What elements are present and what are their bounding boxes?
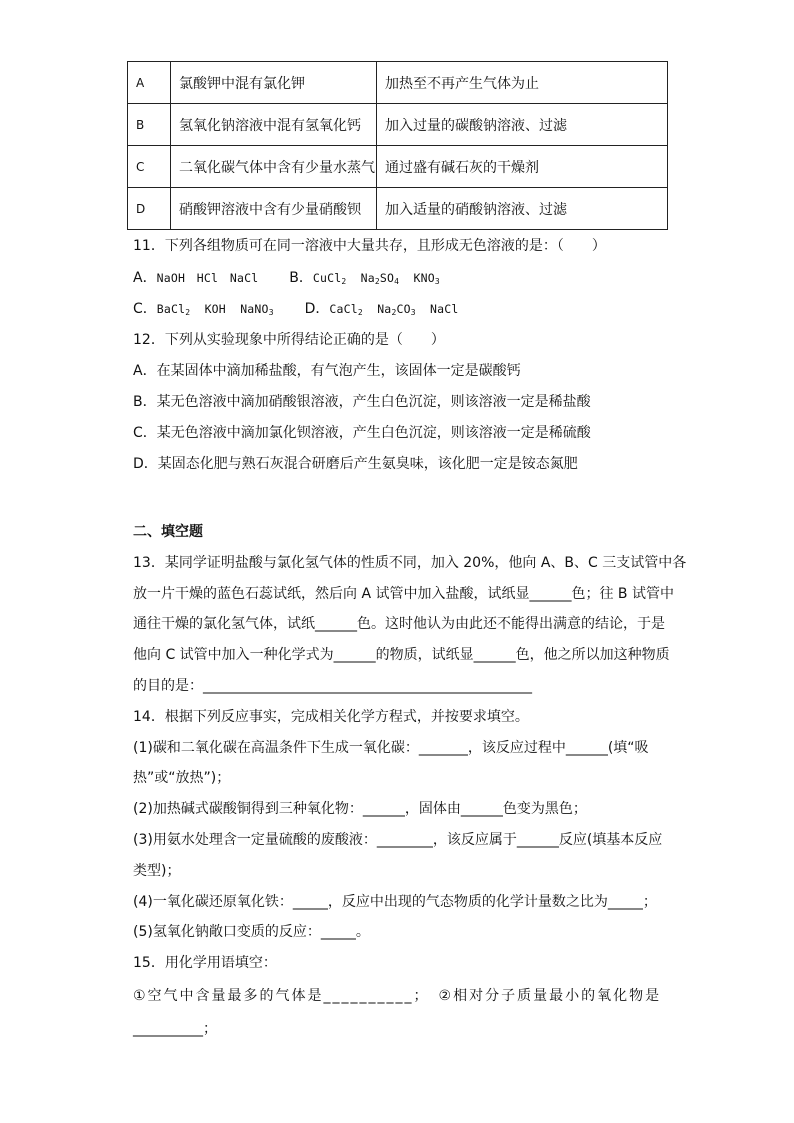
formula-part: NaNO <box>240 302 269 316</box>
formula-part: CaCl <box>329 302 358 316</box>
formula-part: NaCl <box>430 302 459 316</box>
formula-sub: 2 <box>357 308 363 317</box>
q12-option-a: A．在某固体中滴加稀盐酸，有气泡产生，该固体一定是碳酸钙 <box>133 363 521 379</box>
q14-sub-1: (1)碳和二氧化碳在高温条件下生成一氧化碳：_______，该反应过程中______(填“吸 <box>133 740 649 756</box>
q11-stem: 11．下列各组物质可在同一溶液中大量共存，且形成无色溶液的是：（ ） <box>133 238 606 254</box>
formula-part: CuCl <box>312 271 342 285</box>
q13-line: 13．某同学证明盐酸与氯化氢气体的性质不同，加入 20%，他向 A、B、C 三支试管中各 <box>133 555 687 571</box>
formula-sub: 2 <box>341 277 347 286</box>
q12-option-c: C．某无色溶液中滴加氯化钡溶液，产生白色沉淀，则该溶液一定是稀硫酸 <box>133 425 591 441</box>
q12-stem: 12．下列从实验现象中所得结论正确的是（ ） <box>133 332 445 348</box>
formula-sub: 3 <box>434 277 440 286</box>
q11-options-ab <box>133 268 440 292</box>
q13-line: 他向 C 试管中加入一种化学式为______的物质，试纸显______色，他之所以加这种物质 <box>133 647 670 663</box>
formula-sub: 4 <box>394 277 400 286</box>
q15-line: __________； <box>133 1021 217 1037</box>
row-mixture: 氢氧化钠溶液中混有氢氧化钙 <box>171 104 377 146</box>
table-row <box>128 62 668 104</box>
table-row <box>128 104 668 146</box>
row-method: 通过盛有碱石灰的干燥剂 <box>377 146 668 188</box>
options-table <box>127 61 668 230</box>
q12-option-b: B．某无色溶液中滴加硝酸银溶液，产生白色沉淀，则该溶液一定是稀盐酸 <box>133 394 591 410</box>
q11-d-label: D． <box>304 301 330 317</box>
row-mixture: 硝酸钾溶液中含有少量硝酸钡 <box>171 188 377 230</box>
q14-stem: 14．根据下列反应事实，完成相关化学方程式，并按要求填空。 <box>133 709 529 725</box>
q13-line: 放一片干燥的蓝色石蕊试纸，然后向 A 试管中加入盐酸，试纸显______色；往 B 试管中 <box>133 586 674 602</box>
q11-b-formula <box>313 271 440 285</box>
q11-a-text: NaOH HCl NaCl <box>156 271 259 285</box>
q11-a-label: A． <box>133 270 157 286</box>
formula-part: BaCl <box>156 302 186 316</box>
q13-line: 通往干燥的氯化氢气体，试纸______色。这时他认为由此还不能得出满意的结论，于是 <box>133 616 665 632</box>
formula-sub: 2 <box>374 277 380 286</box>
formula-part: Na <box>360 271 375 285</box>
table-row <box>128 146 668 188</box>
q11-options-cd <box>133 299 459 323</box>
row-key: A <box>128 62 171 104</box>
row-key: B <box>128 104 171 146</box>
formula-part: KOH <box>204 302 226 316</box>
row-mixture: 氯酸钾中混有氯化钾 <box>171 62 377 104</box>
row-mixture: 二氧化碳气体中含有少量水蒸气 <box>171 146 377 188</box>
row-key: C <box>128 146 171 188</box>
formula-sub: 3 <box>410 308 416 317</box>
q11-d-formula <box>329 302 458 316</box>
q15-stem: 15．用化学用语填空： <box>133 955 277 971</box>
formula-part: CO <box>396 302 411 316</box>
formula-sub: 2 <box>391 308 397 317</box>
q14-sub-1-cont: 热”或“放热”)； <box>133 770 231 786</box>
row-method: 加入过量的碳酸钠溶液、过滤 <box>377 104 668 146</box>
q14-sub-2: (2)加热碱式碳酸铜得到三种氧化物：______，固体由______色变为黑色； <box>133 801 587 817</box>
q14-sub-3: (3)用氨水处理含一定量硫酸的废酸液：________，该反应属于______反应(填基本反应 <box>133 832 663 848</box>
q11-b-label: B． <box>289 270 313 286</box>
table-row <box>128 188 668 230</box>
row-key: D <box>128 188 171 230</box>
section-title: 二、填空题 <box>133 524 203 540</box>
formula-part: KNO <box>413 271 435 285</box>
q14-sub-4: (4)一氧化碳还原氧化铁：_____，反应中出现的气态物质的化学计量数之比为_____； <box>133 894 657 910</box>
formula-part: SO <box>379 271 395 285</box>
formula-sub: 3 <box>268 308 274 317</box>
formula-part: Na <box>377 302 392 316</box>
q15-line: ①空气中含量最多的气体是__________； ②相对分子质量最小的氧化物是 <box>133 988 662 1004</box>
q12-option-d: D．某固态化肥与熟石灰混合研磨后产生氨臭味，该化肥一定是铵态氮肥 <box>133 456 578 472</box>
q11-c-label: C． <box>133 301 157 317</box>
q13-line: 的目的是：_______________________________________________ <box>133 678 532 694</box>
q14-sub-5: (5)氢氧化钠敞口变质的反应：_____。 <box>133 924 370 940</box>
row-method: 加热至不再产生气体为止 <box>377 62 668 104</box>
formula-sub: 2 <box>185 308 191 317</box>
row-method: 加入适量的硝酸钠溶液、过滤 <box>377 188 668 230</box>
q14-sub-3-cont: 类型)； <box>133 863 181 879</box>
q11-c-formula <box>157 302 274 316</box>
